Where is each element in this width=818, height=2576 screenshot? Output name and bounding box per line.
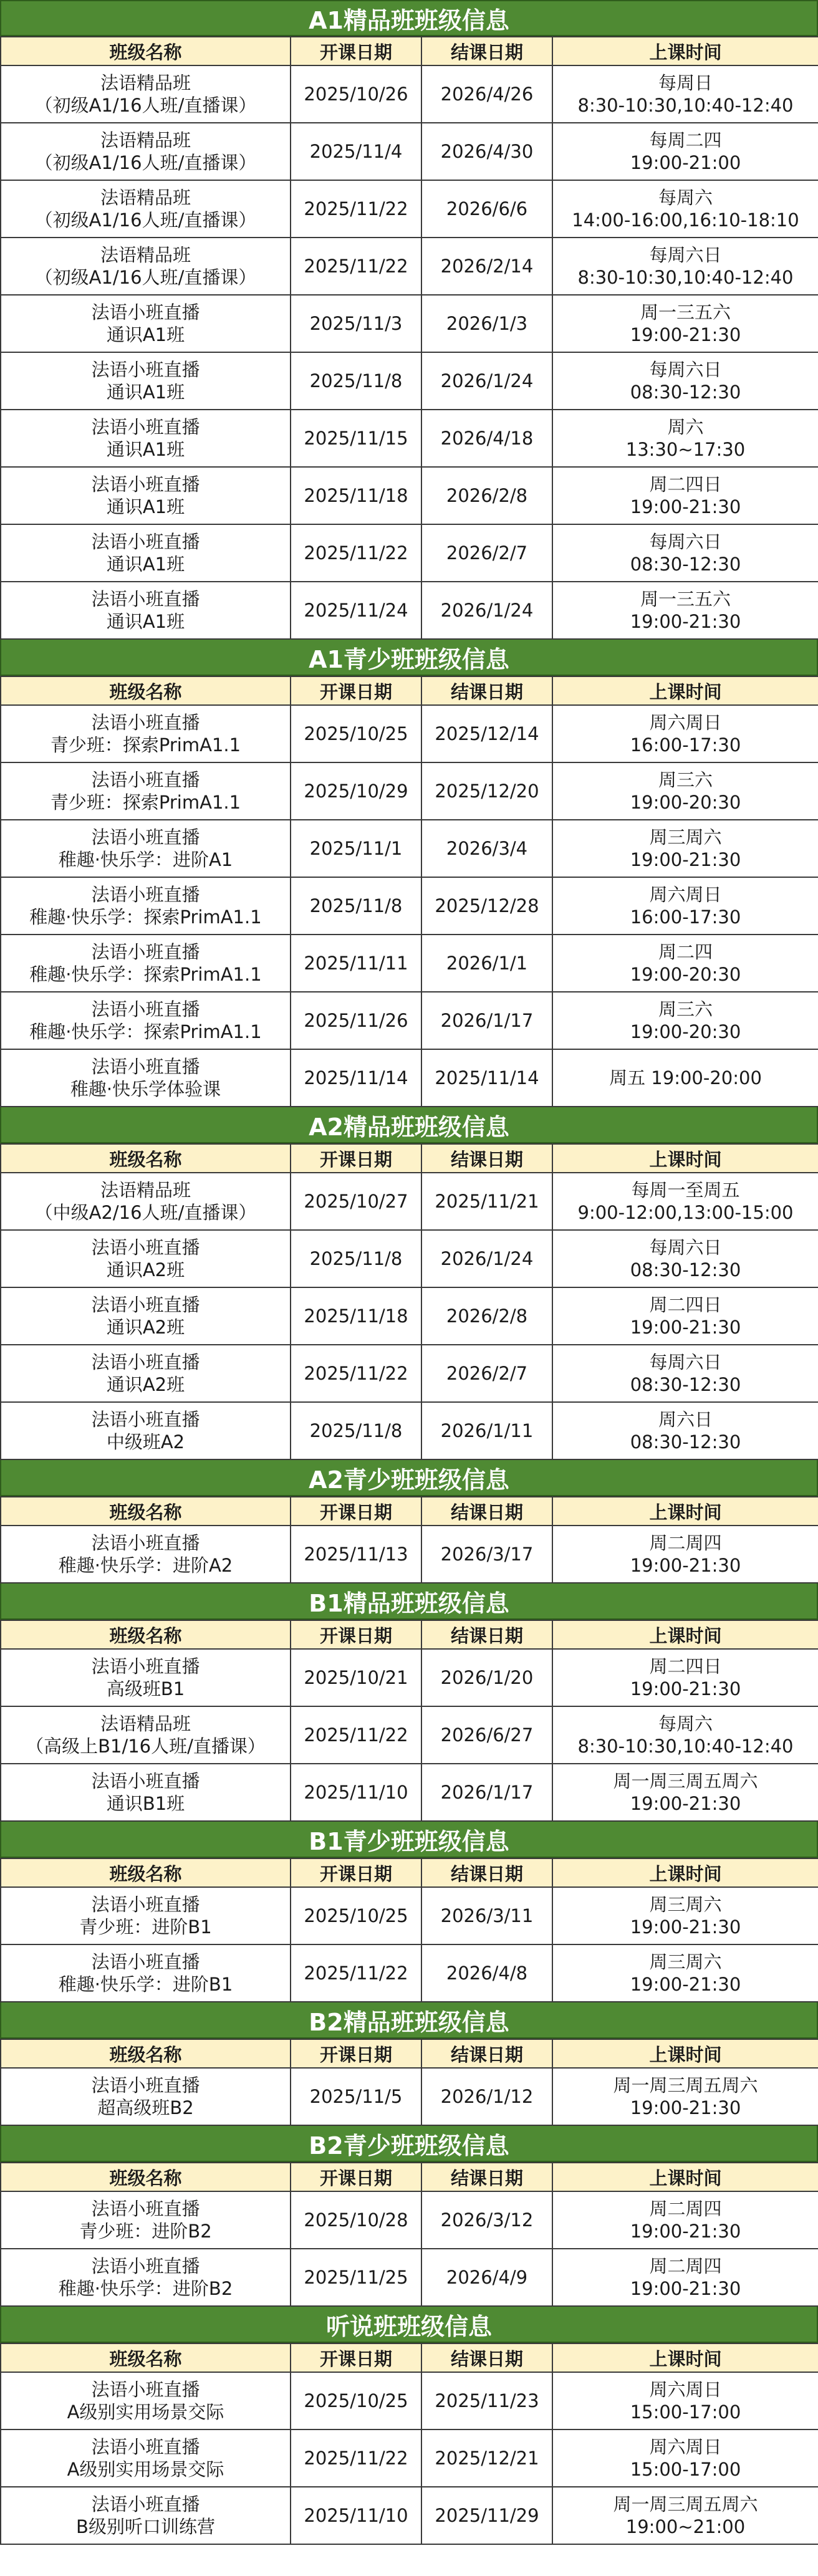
class-name-cell: 法语小班直播 青少班：探索PrimA1.1 bbox=[1, 705, 291, 762]
header-class-time: 上课时间 bbox=[552, 2039, 818, 2068]
class-table bbox=[0, 36, 818, 640]
end-date-cell: 2025/11/29 bbox=[421, 2487, 552, 2544]
start-date-cell: 2025/11/18 bbox=[291, 1287, 421, 1345]
class-time-cell: 每周六 8:30-10:30,10:40-12:40 bbox=[552, 1706, 818, 1764]
class-table bbox=[0, 1496, 818, 1584]
table-row bbox=[1, 410, 818, 467]
start-date-cell: 2025/11/25 bbox=[291, 2249, 421, 2306]
section-title: A2精品班班级信息 bbox=[0, 1107, 818, 1143]
header-class-time: 上课时间 bbox=[552, 1858, 818, 1887]
header-end-date: 结课日期 bbox=[421, 676, 552, 705]
class-name-cell: 法语小班直播 通识A1班 bbox=[1, 467, 291, 524]
table-row bbox=[1, 1287, 818, 1345]
table-header-row bbox=[1, 1858, 818, 1887]
header-class-time: 上课时间 bbox=[552, 1620, 818, 1649]
header-class-time: 上课时间 bbox=[552, 37, 818, 65]
class-time-cell: 每周六日 08:30-12:30 bbox=[552, 352, 818, 410]
table-row bbox=[1, 1764, 818, 1821]
start-date-cell: 2025/11/10 bbox=[291, 1764, 421, 1821]
class-time-cell: 周一周三周五周六 19:00-21:30 bbox=[552, 1764, 818, 1821]
end-date-cell: 2026/4/18 bbox=[421, 410, 552, 467]
class-name-cell: 法语小班直播 通识A2班 bbox=[1, 1345, 291, 1402]
class-name-cell: 法语小班直播 稚趣·快乐学：进阶B1 bbox=[1, 1944, 291, 2002]
header-class-name: 班级名称 bbox=[1, 1620, 291, 1649]
class-name-cell: 法语小班直播 稚趣·快乐学：探索PrimA1.1 bbox=[1, 877, 291, 935]
class-time-cell: 每周六日 08:30-12:30 bbox=[552, 524, 818, 582]
section-title: B1青少班班级信息 bbox=[0, 1822, 818, 1858]
start-date-cell: 2025/11/8 bbox=[291, 1402, 421, 1459]
table-row bbox=[1, 524, 818, 582]
start-date-cell: 2025/11/13 bbox=[291, 1526, 421, 1583]
header-end-date: 结课日期 bbox=[421, 1144, 552, 1173]
class-time-cell: 周三周六 19:00-21:30 bbox=[552, 1944, 818, 2002]
class-time-cell: 周五 19:00-20:00 bbox=[552, 1049, 818, 1107]
class-name-cell: 法语小班直播 稚趣·快乐学：进阶A2 bbox=[1, 1526, 291, 1583]
class-name-cell: 法语精品班 （初级A1/16人班/直播课） bbox=[1, 180, 291, 238]
class-time-cell: 每周日 8:30-10:30,10:40-12:40 bbox=[552, 65, 818, 123]
header-class-name: 班级名称 bbox=[1, 2039, 291, 2068]
class-table bbox=[0, 2343, 818, 2545]
header-end-date: 结课日期 bbox=[421, 2163, 552, 2191]
header-end-date: 结课日期 bbox=[421, 37, 552, 65]
class-time-cell: 周三周六 19:00-21:30 bbox=[552, 820, 818, 877]
start-date-cell: 2025/11/22 bbox=[291, 524, 421, 582]
class-name-cell: 法语小班直播 稚趣·快乐学：探索PrimA1.1 bbox=[1, 935, 291, 992]
class-name-cell: 法语小班直播 通识A1班 bbox=[1, 410, 291, 467]
table-row bbox=[1, 582, 818, 639]
start-date-cell: 2025/11/15 bbox=[291, 410, 421, 467]
class-name-cell: 法语小班直播 通识A2班 bbox=[1, 1230, 291, 1287]
class-time-cell: 周三六 19:00-20:30 bbox=[552, 762, 818, 820]
table-row bbox=[1, 123, 818, 180]
start-date-cell: 2025/11/22 bbox=[291, 1345, 421, 1402]
table-row bbox=[1, 467, 818, 524]
class-name-cell: 法语精品班 （初级A1/16人班/直播课） bbox=[1, 238, 291, 295]
table-row bbox=[1, 2191, 818, 2249]
end-date-cell: 2025/11/14 bbox=[421, 1049, 552, 1107]
class-table bbox=[0, 2162, 818, 2307]
end-date-cell: 2026/2/7 bbox=[421, 1345, 552, 1402]
table-row bbox=[1, 1944, 818, 2002]
start-date-cell: 2025/11/5 bbox=[291, 2068, 421, 2125]
table-row bbox=[1, 2068, 818, 2125]
class-name-cell: 法语小班直播 青少班：进阶B2 bbox=[1, 2191, 291, 2249]
end-date-cell: 2025/11/21 bbox=[421, 1173, 552, 1230]
class-name-cell: 法语小班直播 青少班：进阶B1 bbox=[1, 1887, 291, 1944]
end-date-cell: 2026/6/27 bbox=[421, 1706, 552, 1764]
class-time-cell: 周一周三周五周六 19:00~21:00 bbox=[552, 2487, 818, 2544]
table-row bbox=[1, 877, 818, 935]
class-time-cell: 周一三五六 19:00-21:30 bbox=[552, 295, 818, 352]
header-start-date: 开课日期 bbox=[291, 2163, 421, 2191]
table-row bbox=[1, 992, 818, 1049]
table-row bbox=[1, 1887, 818, 1944]
table-row bbox=[1, 820, 818, 877]
header-class-name: 班级名称 bbox=[1, 676, 291, 705]
end-date-cell: 2026/6/6 bbox=[421, 180, 552, 238]
class-name-cell: 法语精品班 （中级A2/16人班/直播课） bbox=[1, 1173, 291, 1230]
class-name-cell: 法语小班直播 通识B1班 bbox=[1, 1764, 291, 1821]
header-class-time: 上课时间 bbox=[552, 1144, 818, 1173]
table-header-row bbox=[1, 2039, 818, 2068]
table-header-row bbox=[1, 1620, 818, 1649]
header-class-name: 班级名称 bbox=[1, 2343, 291, 2372]
class-time-cell: 周二周四 19:00-21:30 bbox=[552, 2249, 818, 2306]
class-time-cell: 周二周四 19:00-21:30 bbox=[552, 2191, 818, 2249]
start-date-cell: 2025/11/11 bbox=[291, 935, 421, 992]
end-date-cell: 2026/3/17 bbox=[421, 1526, 552, 1583]
header-start-date: 开课日期 bbox=[291, 1144, 421, 1173]
class-name-cell: 法语小班直播 A级别实用场景交际 bbox=[1, 2429, 291, 2487]
class-name-cell: 法语小班直播 通识A1班 bbox=[1, 295, 291, 352]
start-date-cell: 2025/10/25 bbox=[291, 2372, 421, 2429]
class-time-cell: 每周六日 08:30-12:30 bbox=[552, 1345, 818, 1402]
header-start-date: 开课日期 bbox=[291, 676, 421, 705]
end-date-cell: 2025/12/21 bbox=[421, 2429, 552, 2487]
class-table bbox=[0, 1620, 818, 1822]
class-name-cell: 法语精品班 （初级A1/16人班/直播课） bbox=[1, 123, 291, 180]
section-title: A1精品班班级信息 bbox=[0, 0, 818, 36]
end-date-cell: 2026/2/8 bbox=[421, 467, 552, 524]
end-date-cell: 2026/1/17 bbox=[421, 1764, 552, 1821]
end-date-cell: 2026/4/30 bbox=[421, 123, 552, 180]
end-date-cell: 2026/2/8 bbox=[421, 1287, 552, 1345]
table-row bbox=[1, 2249, 818, 2306]
header-end-date: 结课日期 bbox=[421, 1620, 552, 1649]
header-end-date: 结课日期 bbox=[421, 2039, 552, 2068]
section-title: B2青少班班级信息 bbox=[0, 2126, 818, 2162]
start-date-cell: 2025/10/28 bbox=[291, 2191, 421, 2249]
table-header-row bbox=[1, 1497, 818, 1526]
header-end-date: 结课日期 bbox=[421, 1858, 552, 1887]
class-name-cell: 法语小班直播 稚趣·快乐学：进阶B2 bbox=[1, 2249, 291, 2306]
table-row bbox=[1, 180, 818, 238]
class-name-cell: 法语小班直播 A级别实用场景交际 bbox=[1, 2372, 291, 2429]
header-start-date: 开课日期 bbox=[291, 2039, 421, 2068]
class-time-cell: 周六 13:30~17:30 bbox=[552, 410, 818, 467]
class-time-cell: 每周一至周五 9:00-12:00,13:00-15:00 bbox=[552, 1173, 818, 1230]
table-row bbox=[1, 762, 818, 820]
class-name-cell: 法语小班直播 B级别听口训练营 bbox=[1, 2487, 291, 2544]
class-table bbox=[0, 1143, 818, 1460]
class-name-cell: 法语小班直播 通识A1班 bbox=[1, 352, 291, 410]
class-time-cell: 周二四日 19:00-21:30 bbox=[552, 1649, 818, 1706]
class-time-cell: 每周六日 8:30-10:30,10:40-12:40 bbox=[552, 238, 818, 295]
end-date-cell: 2025/12/20 bbox=[421, 762, 552, 820]
start-date-cell: 2025/11/22 bbox=[291, 1706, 421, 1764]
class-name-cell: 法语小班直播 稚趣·快乐学体验课 bbox=[1, 1049, 291, 1107]
table-row bbox=[1, 352, 818, 410]
class-name-cell: 法语小班直播 超高级班B2 bbox=[1, 2068, 291, 2125]
section-title: A1青少班班级信息 bbox=[0, 640, 818, 676]
class-time-cell: 每周二四 19:00-21:00 bbox=[552, 123, 818, 180]
class-time-cell: 周六周日 16:00-17:30 bbox=[552, 877, 818, 935]
start-date-cell: 2025/10/25 bbox=[291, 1887, 421, 1944]
start-date-cell: 2025/10/21 bbox=[291, 1649, 421, 1706]
table-row bbox=[1, 705, 818, 762]
table-row bbox=[1, 2487, 818, 2544]
class-time-cell: 周一三五六 19:00-21:30 bbox=[552, 582, 818, 639]
start-date-cell: 2025/11/14 bbox=[291, 1049, 421, 1107]
class-table bbox=[0, 1858, 818, 2002]
header-start-date: 开课日期 bbox=[291, 1620, 421, 1649]
header-class-name: 班级名称 bbox=[1, 1497, 291, 1526]
end-date-cell: 2026/2/7 bbox=[421, 524, 552, 582]
start-date-cell: 2025/10/25 bbox=[291, 705, 421, 762]
header-class-name: 班级名称 bbox=[1, 1144, 291, 1173]
end-date-cell: 2026/1/17 bbox=[421, 992, 552, 1049]
start-date-cell: 2025/11/18 bbox=[291, 467, 421, 524]
table-header-row bbox=[1, 1144, 818, 1173]
header-start-date: 开课日期 bbox=[291, 1497, 421, 1526]
end-date-cell: 2026/1/24 bbox=[421, 352, 552, 410]
header-class-time: 上课时间 bbox=[552, 2343, 818, 2372]
table-row bbox=[1, 1173, 818, 1230]
table-row bbox=[1, 1049, 818, 1107]
start-date-cell: 2025/11/1 bbox=[291, 820, 421, 877]
class-time-cell: 周三周六 19:00-21:30 bbox=[552, 1887, 818, 1944]
table-row bbox=[1, 65, 818, 123]
table-row bbox=[1, 1345, 818, 1402]
end-date-cell: 2026/1/1 bbox=[421, 935, 552, 992]
table-row bbox=[1, 238, 818, 295]
section-title: B1精品班班级信息 bbox=[0, 1584, 818, 1620]
section-title: A2青少班班级信息 bbox=[0, 1460, 818, 1496]
class-table bbox=[0, 2039, 818, 2126]
header-end-date: 结课日期 bbox=[421, 2343, 552, 2372]
header-end-date: 结课日期 bbox=[421, 1497, 552, 1526]
class-name-cell: 法语小班直播 通识A2班 bbox=[1, 1287, 291, 1345]
end-date-cell: 2025/12/28 bbox=[421, 877, 552, 935]
end-date-cell: 2026/1/11 bbox=[421, 1402, 552, 1459]
end-date-cell: 2026/1/3 bbox=[421, 295, 552, 352]
section-title: B2精品班班级信息 bbox=[0, 2002, 818, 2039]
class-name-cell: 法语小班直播 高级班B1 bbox=[1, 1649, 291, 1706]
table-row bbox=[1, 1230, 818, 1287]
class-name-cell: 法语精品班 （高级上B1/16人班/直播课） bbox=[1, 1706, 291, 1764]
start-date-cell: 2025/10/27 bbox=[291, 1173, 421, 1230]
start-date-cell: 2025/11/22 bbox=[291, 2429, 421, 2487]
end-date-cell: 2026/4/9 bbox=[421, 2249, 552, 2306]
class-name-cell: 法语小班直播 中级班A2 bbox=[1, 1402, 291, 1459]
table-row bbox=[1, 1649, 818, 1706]
end-date-cell: 2026/1/24 bbox=[421, 1230, 552, 1287]
start-date-cell: 2025/11/8 bbox=[291, 877, 421, 935]
end-date-cell: 2026/1/12 bbox=[421, 2068, 552, 2125]
class-time-cell: 周六周日 16:00-17:30 bbox=[552, 705, 818, 762]
table-header-row bbox=[1, 37, 818, 65]
start-date-cell: 2025/10/26 bbox=[291, 65, 421, 123]
start-date-cell: 2025/11/3 bbox=[291, 295, 421, 352]
class-time-cell: 周二周四 19:00-21:30 bbox=[552, 1526, 818, 1583]
class-name-cell: 法语小班直播 稚趣·快乐学：探索PrimA1.1 bbox=[1, 992, 291, 1049]
header-start-date: 开课日期 bbox=[291, 37, 421, 65]
start-date-cell: 2025/10/29 bbox=[291, 762, 421, 820]
start-date-cell: 2025/11/26 bbox=[291, 992, 421, 1049]
end-date-cell: 2026/3/12 bbox=[421, 2191, 552, 2249]
header-start-date: 开课日期 bbox=[291, 1858, 421, 1887]
class-time-cell: 周六日 08:30-12:30 bbox=[552, 1402, 818, 1459]
start-date-cell: 2025/11/22 bbox=[291, 238, 421, 295]
start-date-cell: 2025/11/8 bbox=[291, 1230, 421, 1287]
class-table bbox=[0, 676, 818, 1107]
table-row bbox=[1, 1402, 818, 1459]
start-date-cell: 2025/11/8 bbox=[291, 352, 421, 410]
table-row bbox=[1, 295, 818, 352]
end-date-cell: 2026/4/8 bbox=[421, 1944, 552, 2002]
class-time-cell: 周六周日 15:00-17:00 bbox=[552, 2372, 818, 2429]
class-time-cell: 周三六 19:00-20:30 bbox=[552, 992, 818, 1049]
header-class-time: 上课时间 bbox=[552, 676, 818, 705]
header-class-time: 上课时间 bbox=[552, 2163, 818, 2191]
class-time-cell: 周二四日 19:00-21:30 bbox=[552, 467, 818, 524]
start-date-cell: 2025/11/10 bbox=[291, 2487, 421, 2544]
table-row bbox=[1, 2429, 818, 2487]
end-date-cell: 2026/4/26 bbox=[421, 65, 552, 123]
section-title: 听说班班级信息 bbox=[0, 2307, 818, 2343]
class-time-cell: 周一周三周五周六 19:00-21:30 bbox=[552, 2068, 818, 2125]
start-date-cell: 2025/11/24 bbox=[291, 582, 421, 639]
table-row bbox=[1, 1526, 818, 1583]
header-class-time: 上课时间 bbox=[552, 1497, 818, 1526]
table-header-row bbox=[1, 2343, 818, 2372]
header-start-date: 开课日期 bbox=[291, 2343, 421, 2372]
class-name-cell: 法语小班直播 通识A1班 bbox=[1, 524, 291, 582]
header-class-name: 班级名称 bbox=[1, 37, 291, 65]
class-time-cell: 每周六日 08:30-12:30 bbox=[552, 1230, 818, 1287]
end-date-cell: 2025/11/23 bbox=[421, 2372, 552, 2429]
table-row bbox=[1, 1706, 818, 1764]
end-date-cell: 2026/1/20 bbox=[421, 1649, 552, 1706]
end-date-cell: 2025/12/14 bbox=[421, 705, 552, 762]
table-header-row bbox=[1, 676, 818, 705]
end-date-cell: 2026/2/14 bbox=[421, 238, 552, 295]
class-name-cell: 法语小班直播 稚趣·快乐学：进阶A1 bbox=[1, 820, 291, 877]
start-date-cell: 2025/11/22 bbox=[291, 1944, 421, 2002]
start-date-cell: 2025/11/4 bbox=[291, 123, 421, 180]
end-date-cell: 2026/3/11 bbox=[421, 1887, 552, 1944]
table-header-row bbox=[1, 2163, 818, 2191]
class-time-cell: 周二四日 19:00-21:30 bbox=[552, 1287, 818, 1345]
table-row bbox=[1, 935, 818, 992]
header-class-name: 班级名称 bbox=[1, 2163, 291, 2191]
class-name-cell: 法语小班直播 通识A1班 bbox=[1, 582, 291, 639]
class-time-cell: 周二四 19:00-20:30 bbox=[552, 935, 818, 992]
end-date-cell: 2026/1/24 bbox=[421, 582, 552, 639]
table-row bbox=[1, 2372, 818, 2429]
start-date-cell: 2025/11/22 bbox=[291, 180, 421, 238]
class-name-cell: 法语精品班 （初级A1/16人班/直播课） bbox=[1, 65, 291, 123]
header-class-name: 班级名称 bbox=[1, 1858, 291, 1887]
class-name-cell: 法语小班直播 青少班：探索PrimA1.1 bbox=[1, 762, 291, 820]
class-time-cell: 周六周日 15:00-17:00 bbox=[552, 2429, 818, 2487]
class-time-cell: 每周六 14:00-16:00,16:10-18:10 bbox=[552, 180, 818, 238]
end-date-cell: 2026/3/4 bbox=[421, 820, 552, 877]
